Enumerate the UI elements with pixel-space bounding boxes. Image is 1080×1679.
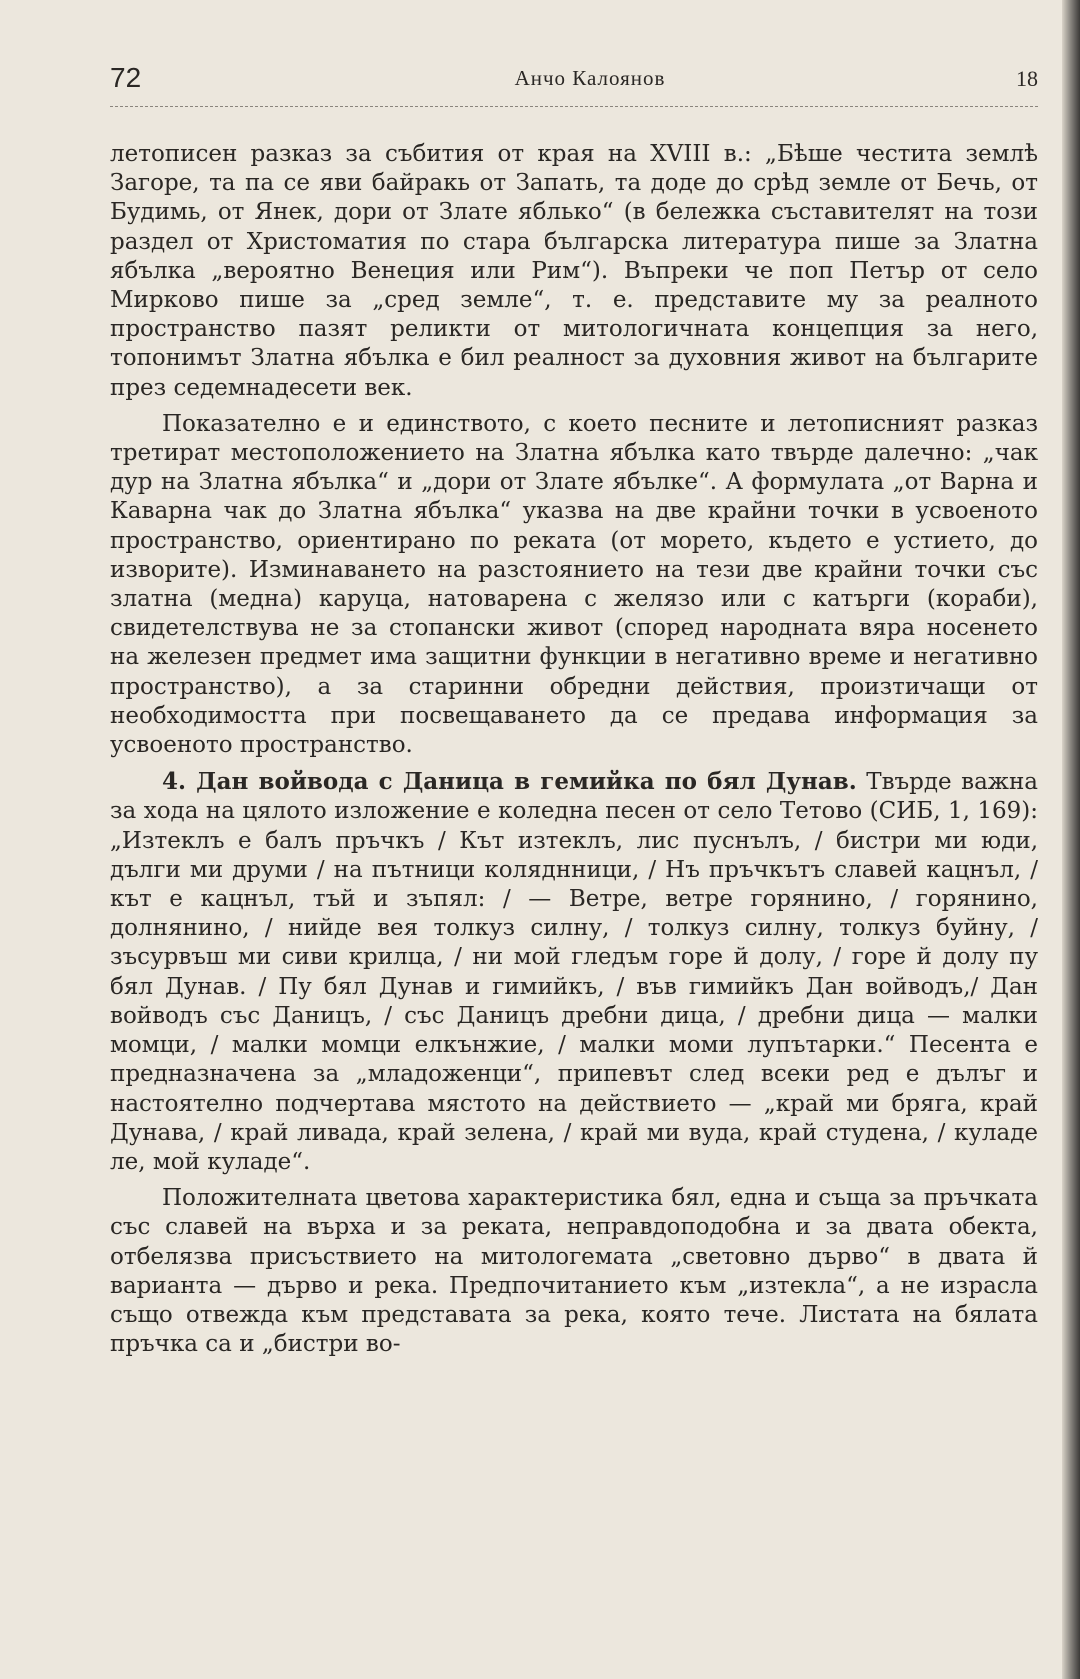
header-divider bbox=[110, 106, 1038, 107]
page-number: 72 bbox=[110, 62, 142, 93]
running-head: Анчо Калоянов bbox=[514, 66, 666, 90]
paragraph: Показателно е и единството, с което песните и летописният разказ третират местоположението на Златна ябълка като твърде далечно: „чак дур на Златна ябълка“ и „дори от Злате ябълке“. А формулата „от Варна и Каварна чак до Златна ябълка“ указва на две крайни точки в усвоеното пространство, ориентирано по реката (от морето, където е устието, до изворите). Изминаването на разстоянието на тези две крайни точки със златна (медна) каруца, натоварена с желязо или с катърги (кораби), свидетелствува не за стопански живот (според народната вяра носенето на железен предмет има защитни функции в негативно време и негативно пространство), а за старинни обредни действия, произтичащи от необходимостта при посвещаването да се предава информация за усвоеното пространство. bbox=[110, 410, 1038, 759]
chapter-number: 18 bbox=[1016, 66, 1038, 91]
page-header bbox=[110, 62, 1038, 102]
paragraph: Положителната цветова характеристика бял, една и съща за пръчката със славей на върха и за реката, неправдоподобна и за двата обекта, отбелязва присъствието на митологемата „световно дърво“ в двата й варианта — дърво и река. Предпочитанието към „изтекла“, а не израсла също отвежда към представата за река, която тече. Листата на бялата пръчка са и „бистри во- bbox=[110, 1185, 1038, 1358]
book-spine-shadow bbox=[1062, 0, 1080, 1679]
section-text: Твърде важна за хода на цялото изложение е коледна песен от село Тетово (СИБ, 1, 169): „Изтеклъ е балъ пръчкъ / Кът изтеклъ, лис пуснълъ, / бистри ми юди, дълги ми друми / на пътници коляднници, / Нъ пръчкътъ славей кацнъл, / кът е кацнъл, тъй и зъпял: / — Ветре, ветре горянино, / горянино, долнянино, / нийде вея толкуз силну, / толкуз силну, толкуз буйну, / зъсурвъш ми сиви крилца, / ни мой гледъм горе й долу, / горе й долу пу бял Дунав. / Пу бял Дунав и гимийкъ, / във гимийкъ Дан войводъ,/ Дан войводъ със Даницъ, / със Даницъ дребни дица, / дребни дица — малки момци, / малки момци елкънжие, / малки моми лупътарки.“ Песента е предназначена за „младоженци“, припевът след всеки ред е дълъг и настоятелно подчертава мястото на действието — „край ми бряга, край Дунава, / край ливада, край зелена, / край ми вуда, край студена, / куладе ле, мой куладе“. bbox=[110, 769, 1038, 1175]
body-text bbox=[110, 140, 1038, 1366]
section-paragraph bbox=[110, 767, 1038, 1177]
paragraph-continued: летописен разказ за събития от края на XVIII в.: „Бѣше честита землѣ Загоре, та па се яви байракь от Запать, та доде до срѣд земле от Бечь, от Будимь, от Янек, дори от Злате яблько“ (в бележка съставителят на този раздел от Христоматия по стара българска литература пише за Златна ябълка „вероятно Венеция или Рим“). Въпреки че поп Петър от село Мирково пише за „сред земле“, т. е. представите му за реалното пространство пазят реликти от митологичната концепция за него, топонимът Златна ябълка е бил реалност за духовния живот на българите през седемнадесети век. bbox=[110, 141, 1038, 401]
section-heading: 4. Дан войвода с Даница в гемийка по бял Дунав. bbox=[162, 768, 857, 796]
